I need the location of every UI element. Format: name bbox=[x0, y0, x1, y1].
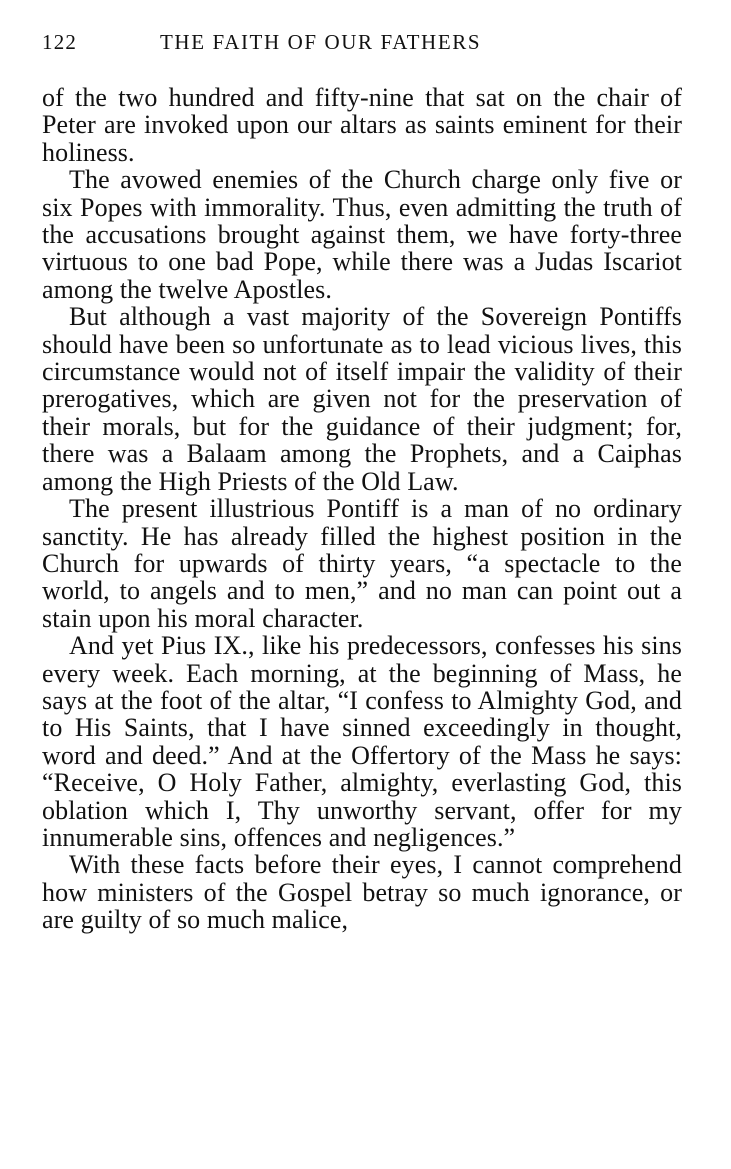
paragraph-pius-ix-confession: And yet Pius IX., like his predecessors, confesses his sins every week. Each morning, at the beginning of Mass, he says at the foot of the altar, “I confess to Almighty God, and to His Saints, that I have sinned exceedingly in thought, word and deed.” And at the Offertory of the Mass he says: “Receive, O Holy Father, almighty, everlasting God, this oblation which I, Thy unworthy servant, offer for my innumerable sins, offences and negligences.” bbox=[42, 631, 682, 852]
running-title: THE FAITH OF OUR FATHERS bbox=[160, 30, 482, 54]
page-number: 122 bbox=[42, 30, 78, 54]
body-text bbox=[42, 84, 682, 934]
paragraph-ministers: With these facts before their eyes, I cannot comprehend how ministers of the Gospel betray so much ignorance, or are guilty of so much malice, bbox=[42, 850, 682, 935]
paragraph-popes-immorality: The avowed enemies of the Church charge only five or six Popes with immorality. Thus, even admitting the truth of the accusations brought against them, we have forty-three virtuous to one bad Pope, while there was a Judas Iscariot among the twelve Apostles. bbox=[42, 165, 682, 304]
page-header bbox=[42, 30, 682, 60]
paragraph-prerogatives: But although a vast majority of the Sovereign Pontiffs should have been so unfortunate as to lead vicious lives, this circumstance would not of itself impair the validity of their prerogatives, which are given not for the preservation of their morals, but for the guidance of their judgment; for, there was a Balaam among the Prophets, and a Caiphas among the High Priests of the Old Law. bbox=[42, 302, 682, 496]
paragraph-continued: of the two hundred and fifty-nine that sat on the chair of Peter are invoked upon our altars as saints eminent for their holiness. bbox=[42, 83, 682, 167]
paragraph-present-pontiff: The present illustrious Pontiff is a man of no ordinary sanctity. He has already filled the highest position in the Church for upwards of thirty years, “a spectacle to the world, to angels and to men,” and no man can point out a stain upon his moral character. bbox=[42, 494, 682, 633]
